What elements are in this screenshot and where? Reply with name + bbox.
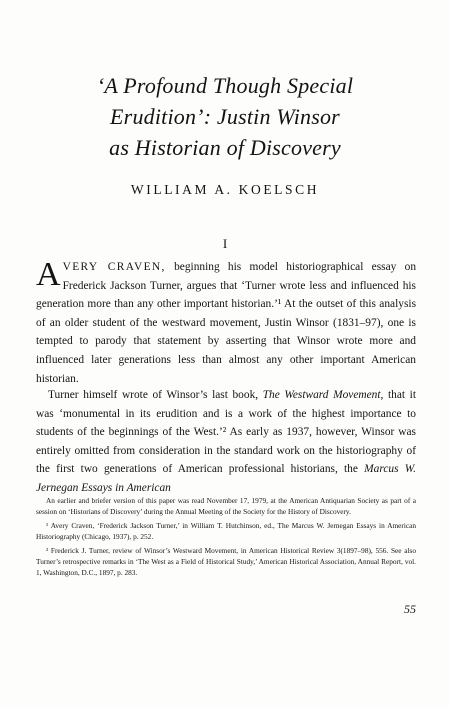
paragraph-2-essays-title: Marcus W. Jernegan Essays in American — [36, 463, 417, 494]
drop-cap: A — [36, 256, 61, 293]
page-number: 55 — [404, 602, 416, 616]
article-title-line-2: Erudition’: Justin Winsor — [110, 104, 340, 129]
paragraph-2-text-start: Turner himself wrote of Winsor’s last book, — [48, 389, 263, 401]
section-number: I — [222, 236, 228, 251]
paragraph-1-lead: VERY CRAVEN, — [62, 261, 166, 273]
paragraph-2-book-title: The Westward Movement, — [262, 389, 384, 401]
paragraph-1 — [36, 258, 416, 388]
paragraph-2 — [36, 386, 416, 498]
article-title-line-3: as Historian of Discovery — [109, 135, 341, 160]
author-name: WILLIAM A. KOELSCH — [130, 182, 320, 197]
article-title-line-1: ‘A Profound Though Special — [96, 73, 354, 98]
paragraph-2-text-middle: that it was ‘monumental in its erudition and is a work of the highest importance to students of the beginnings of the West.’² As early as 1937, however, Winsor was entirely omitted from consideration in the standard work on the historiography of the first two generations of American professional historians, the — [36, 389, 416, 476]
footnote-unnumbered: An earlier and briefer version of this paper was read November 17, 1979, at the American Antiquarian Society as part of a session on ‘Historians of Discovery’ during the Annual Meeting of the Society for the History of Discovery. — [36, 496, 416, 516]
footnote-2: ² Frederick J. Turner, review of Winsor’s Westward Movement, in American Historical Review 3(1897–98), 556. See also Turner’s retrospective remarks in ‘The West as a Field of Historical Study,’ American Historical Association, Annual Report, vol. 1, Washington, D.C., 1897, p. 283. — [36, 546, 416, 577]
paragraph-1-text: beginning his model historiographical essay on Frederick Jackson Turner, argues that ‘Turner wrote less and influenced his generation more than any other important historian.’¹ At the outset of this analysis of an older student of the westward movement, Justin Winsor (1831–97), one is tempted to parody that statement by asserting that Winsor wrote more and influenced later generations less than almost any other important American historian. — [36, 261, 417, 385]
footnotes — [36, 496, 416, 582]
footnote-1: ¹ Avery Craven, ‘Frederick Jackson Turner,’ in William T. Hutchinson, ed., The Marcus W. Jernegan Essays in American Historiography (Chicago, 1937), p. 252. — [36, 521, 416, 541]
